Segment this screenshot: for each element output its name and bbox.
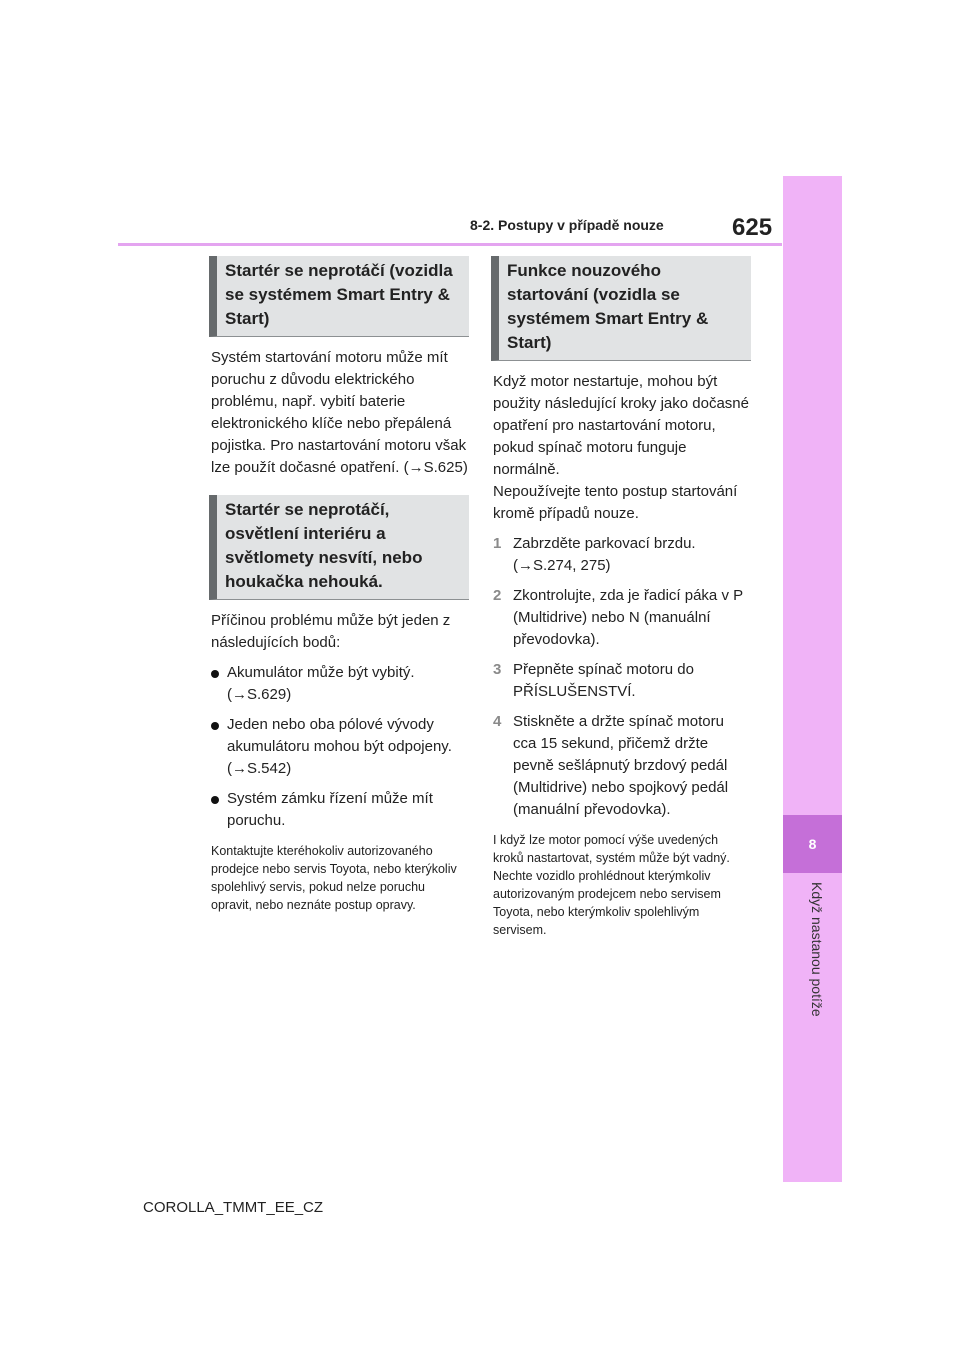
step-item	[491, 585, 751, 651]
section-title: 8-2. Postupy v případě nouze	[470, 217, 664, 233]
list-item	[209, 662, 469, 706]
heading-box-no-lights-no-horn: Startér se neprotáčí, osvětlení interiéru a světlomety nesvítí, nebo houkačka nehouká.	[209, 495, 469, 600]
step-item	[491, 711, 751, 821]
step-item	[491, 533, 751, 577]
chapter-number-badge: 8	[783, 815, 842, 873]
step-number: 3	[493, 661, 502, 678]
list-item	[209, 788, 469, 832]
left-column	[209, 256, 469, 914]
step-text: Zabrzděte parkovací brzdu. (→S.274, 275)	[513, 535, 696, 574]
list-item	[209, 714, 469, 780]
heading-box-emergency-start: Funkce nouzového startování (vozidla se systémem Smart Entry & Start)	[491, 256, 751, 361]
header-rule	[118, 243, 782, 246]
note-contact-dealer: Kontaktujte kteréhokoliv autorizovaného prodejce nebo servis Toyota, nebo kterýkoliv spolehlivý servis, pokud nelze poruchu opravit, nebo neznáte postup opravy.	[211, 844, 457, 912]
step-text: Zkontrolujte, zda je řadicí páka v P (Multidrive) nebo N (manuální převodovka).	[513, 587, 743, 648]
note-vehicle-inspection: I když lze motor pomocí výše uvedených kroků nastartovat, systém může být vadný. Nechte vozidlo prohlédnout kterýmkoliv autorizovaným prodejcem nebo servisem Toyota, nebo kterýmkoliv spolehlivým servisem.	[493, 833, 730, 937]
bullet-text: Systém zámku řízení může mít poruchu.	[227, 790, 433, 829]
bullet-dot	[211, 796, 219, 804]
page-number: 625	[732, 214, 773, 241]
bullet-dot	[211, 670, 219, 678]
chapter-title: Když nastanou potíže	[809, 882, 825, 1017]
document-code: COROLLA_TMMT_EE_CZ	[143, 1199, 324, 1216]
step-text: Přepněte spínač motoru do PŘÍSLUŠENSTVÍ.	[513, 661, 694, 700]
heading-box-starter-not-cranking: Startér se neprotáčí (vozidla se systémem Smart Entry & Start)	[209, 256, 469, 337]
step-number: 1	[493, 535, 502, 552]
bullet-text: Jeden nebo oba pólové vývody akumulátoru mohou být odpojeny. (→S.542)	[227, 716, 452, 777]
step-number: 4	[493, 713, 502, 730]
paragraph-starter-explanation: Systém startování motoru může mít poruchu z důvodu elektrického problému, např. vybití baterie elektronického klíče nebo přepálená pojistka. Pro nastartování motoru však lze použít dočasné opatření. (→S.625)	[211, 349, 468, 476]
paragraph-emergency-warning: Nepoužívejte tento postup startování kromě případů nouze.	[493, 483, 738, 522]
paragraph-causes-intro: Příčinou problému může být jeden z následujících bodů:	[211, 612, 451, 651]
step-text: Stiskněte a držte spínač motoru cca 15 sekund, přičemž držte pevně sešlápnutý brzdový pedál (Multidrive) nebo spojkový pedál (manuální převodovka).	[513, 713, 729, 818]
right-column	[491, 256, 751, 939]
bullet-text: Akumulátor může být vybitý. (→S.629)	[227, 664, 415, 703]
bullet-dot	[211, 722, 219, 730]
step-number: 2	[493, 587, 502, 604]
paragraph-emergency-intro: Když motor nestartuje, mohou být použity následující kroky jako dočasné opatření pro nastartování motoru, pokud spínač motoru funguje normálně.	[493, 373, 749, 478]
step-item	[491, 659, 751, 703]
